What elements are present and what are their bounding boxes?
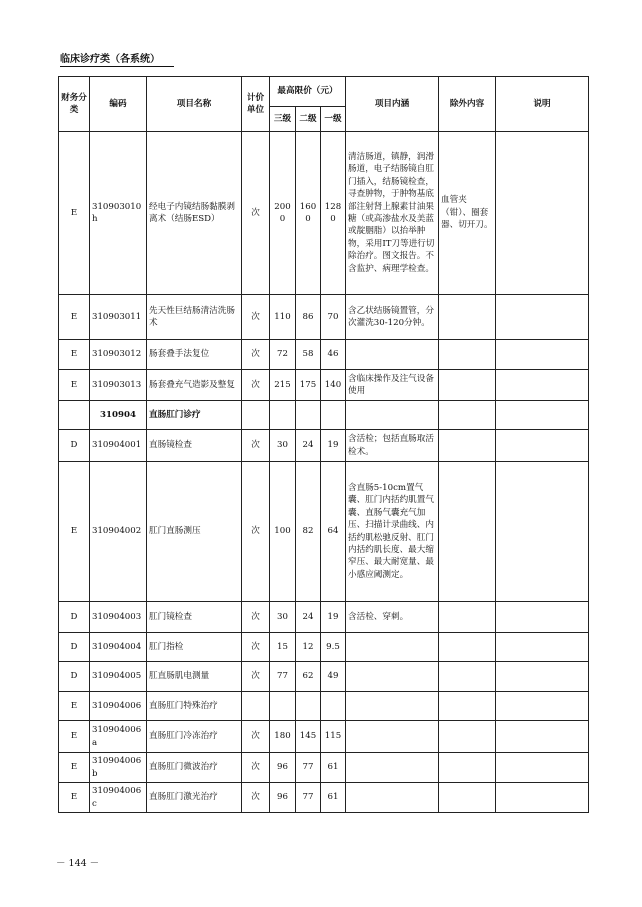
cell-price-level1: 64 [321,462,346,602]
cell-name: 直肠肛门微波治疗 [147,753,242,783]
cell-category: E [59,783,90,813]
cell-exclusions [439,753,496,783]
cell-unit: 次 [242,295,270,340]
cell-notes [496,692,589,721]
cell-code: 310904005 [90,662,147,692]
cell-price-level3: 215 [270,370,296,401]
cell-exclusions [439,602,496,633]
cell-price-level1 [321,692,346,721]
cell-content: 清洁肠道，镇静，润滑肠道，电子结肠镜自肛门插入，结肠镜检查，寻查肿物，于肿物基底部注射肾上腺素甘油果糖（或高渗盐水及美蓝或靛胭脂）以抬举肿物，采用IT刀等进行切除治疗。图文报告。不含监护、病理学检查。 [346,132,439,295]
cell-price-level3: 30 [270,602,296,633]
cell-exclusions [439,430,496,462]
cell-code: 310904006b [90,753,147,783]
cell-exclusions [439,692,496,721]
table-row [59,430,589,462]
cell-notes [496,721,589,753]
cell-category: E [59,753,90,783]
table-row [59,295,589,340]
cell-price-level2: 145 [296,721,321,753]
cell-price-level1 [321,401,346,430]
header-name: 项目名称 [147,77,242,132]
cell-notes [496,295,589,340]
cell-code: 310903012 [90,340,147,370]
cell-notes [496,370,589,401]
table-row [59,633,589,662]
cell-unit [242,692,270,721]
cell-exclusions [439,783,496,813]
cell-price-level2: 175 [296,370,321,401]
cell-code: 310904004 [90,633,147,662]
price-table [58,76,589,813]
cell-unit: 次 [242,340,270,370]
cell-price-level3: 180 [270,721,296,753]
cell-category: D [59,662,90,692]
cell-price-level2: 58 [296,340,321,370]
cell-price-level1: 46 [321,340,346,370]
cell-price-level3: 100 [270,462,296,602]
cell-category: E [59,340,90,370]
cell-name: 经电子内镜结肠黏膜剥离术（结肠ESD） [147,132,242,295]
header-price-group: 最高限价（元） [270,77,346,107]
table-row [59,340,589,370]
cell-exclusions [439,721,496,753]
cell-category: E [59,692,90,721]
cell-content [346,753,439,783]
cell-category: D [59,633,90,662]
cell-unit [242,401,270,430]
cell-price-level3: 96 [270,753,296,783]
cell-exclusions [439,295,496,340]
cell-exclusions [439,462,496,602]
header-level2: 二级 [296,107,321,132]
cell-content [346,340,439,370]
cell-price-level2: 77 [296,753,321,783]
cell-unit: 次 [242,721,270,753]
cell-code: 310904006a [90,721,147,753]
cell-code: 310903013 [90,370,147,401]
cell-content [346,721,439,753]
cell-category: E [59,132,90,295]
header-unit: 计价单位 [242,77,270,132]
cell-unit: 次 [242,753,270,783]
cell-price-level2: 24 [296,602,321,633]
cell-price-level3: 77 [270,662,296,692]
cell-content: 含乙状结肠镜置管，分次灌洗30-120分钟。 [346,295,439,340]
cell-price-level3: 110 [270,295,296,340]
cell-price-level3: 15 [270,633,296,662]
header-level3: 三级 [270,107,296,132]
header-code: 编码 [90,77,147,132]
table-row [59,370,589,401]
cell-code: 310904006c [90,783,147,813]
cell-code: 310903011 [90,295,147,340]
cell-notes [496,753,589,783]
cell-price-level1: 140 [321,370,346,401]
header-level1: 一级 [321,107,346,132]
cell-name: 直肠肛门冷冻治疗 [147,721,242,753]
cell-category: E [59,462,90,602]
cell-price-level2: 12 [296,633,321,662]
table-row [59,662,589,692]
cell-price-level3: 72 [270,340,296,370]
cell-price-level1: 19 [321,602,346,633]
cell-name: 肠套叠充气造影及整复 [147,370,242,401]
cell-price-level3: 2000 [270,132,296,295]
cell-category: E [59,295,90,340]
cell-price-level1: 19 [321,430,346,462]
cell-name: 肛门直肠测压 [147,462,242,602]
cell-unit: 次 [242,783,270,813]
cell-content: 含活检；包括直肠取活检术。 [346,430,439,462]
cell-price-level3: 30 [270,430,296,462]
cell-content: 含临床操作及注气设备使用 [346,370,439,401]
cell-unit: 次 [242,662,270,692]
table-row [59,132,589,295]
cell-unit: 次 [242,430,270,462]
cell-price-level3: 96 [270,783,296,813]
cell-code: 310904003 [90,602,147,633]
cell-exclusions: 血管夹（钳）、圈套器、切开刀。 [439,132,496,295]
cell-category: E [59,370,90,401]
cell-code: 310904002 [90,462,147,602]
cell-unit: 次 [242,370,270,401]
table-row [59,462,589,602]
cell-code: 310904 [90,401,147,430]
cell-price-level1: 70 [321,295,346,340]
table-body [59,132,589,813]
cell-notes [496,633,589,662]
section-header: 临床诊疗类（各系统） [60,50,174,67]
cell-name: 直肠镜检查 [147,430,242,462]
cell-price-level1: 1280 [321,132,346,295]
cell-notes [496,340,589,370]
cell-price-level1: 115 [321,721,346,753]
cell-exclusions [439,370,496,401]
cell-price-level2: 82 [296,462,321,602]
cell-price-level2: 24 [296,430,321,462]
cell-category: E [59,721,90,753]
cell-name: 直肠肛门激光治疗 [147,783,242,813]
cell-code: 310904001 [90,430,147,462]
cell-unit: 次 [242,633,270,662]
cell-content [346,692,439,721]
cell-notes [496,662,589,692]
cell-name: 肛门指检 [147,633,242,662]
cell-code: 310904006 [90,692,147,721]
cell-name: 先天性巨结肠清洁洗肠术 [147,295,242,340]
cell-category [59,401,90,430]
cell-unit: 次 [242,132,270,295]
cell-price-level2: 62 [296,662,321,692]
table-row [59,753,589,783]
header-content: 项目内涵 [346,77,439,132]
cell-unit: 次 [242,602,270,633]
table-row [59,401,589,430]
cell-content [346,633,439,662]
table-row [59,692,589,721]
cell-name: 直肠肛门诊疗 [147,401,242,430]
cell-code: 310903010h [90,132,147,295]
cell-price-level1: 9.5 [321,633,346,662]
cell-price-level1: 61 [321,753,346,783]
cell-exclusions [439,340,496,370]
cell-notes [496,783,589,813]
header-notes: 说明 [496,77,589,132]
cell-unit: 次 [242,462,270,602]
cell-content: 含直肠5-10cm置气囊、肛门内括约肌置气囊、直肠气囊充气加压、扫描计录曲线、内括约肌松驰反射、肛门内括约肌长度、最大缩窄压、最大耐宽量、最小感应阈测定。 [346,462,439,602]
header-category: 财务分类 [59,77,90,132]
cell-notes [496,430,589,462]
cell-notes [496,462,589,602]
cell-name: 直肠肛门特殊治疗 [147,692,242,721]
cell-exclusions [439,633,496,662]
header-exclusions: 除外内容 [439,77,496,132]
cell-notes [496,401,589,430]
cell-price-level2: 86 [296,295,321,340]
cell-notes [496,132,589,295]
cell-price-level2: 77 [296,783,321,813]
cell-content [346,783,439,813]
cell-price-level1: 61 [321,783,346,813]
cell-price-level2: 1600 [296,132,321,295]
cell-exclusions [439,662,496,692]
cell-exclusions [439,401,496,430]
cell-category: D [59,430,90,462]
cell-content [346,401,439,430]
cell-content: 含活检、穿刺。 [346,602,439,633]
cell-notes [496,602,589,633]
table-row [59,602,589,633]
table-row [59,721,589,753]
cell-name: 肛直肠肌电测量 [147,662,242,692]
cell-price-level3 [270,401,296,430]
cell-price-level3 [270,692,296,721]
page-number: － 144 － [56,858,100,869]
cell-category: D [59,602,90,633]
cell-content [346,662,439,692]
cell-price-level2 [296,692,321,721]
cell-price-level2 [296,401,321,430]
cell-name: 肠套叠手法复位 [147,340,242,370]
cell-price-level1: 49 [321,662,346,692]
cell-name: 肛门镜检查 [147,602,242,633]
table-row [59,783,589,813]
